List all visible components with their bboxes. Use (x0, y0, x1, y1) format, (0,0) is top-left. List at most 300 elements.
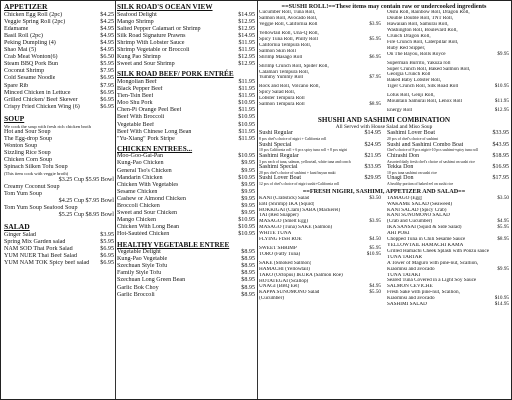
menu-item-name: Family Style Tofu (117, 270, 162, 277)
menu-item (117, 26, 255, 33)
menu-item (4, 136, 114, 143)
menu-item (117, 175, 255, 182)
menu-item (117, 114, 255, 121)
menu-item-name: KANI SUNOMONO SALAD (387, 213, 450, 219)
menu-item-price: $11.95 (238, 135, 255, 142)
menu-item-name: Szechuan Long Green Bean (117, 277, 186, 284)
menu-item-name: AHI POKI (387, 231, 410, 237)
menu-item-price: $9.95 (241, 195, 255, 202)
menu-item (4, 239, 114, 246)
menu-item-price: $3.95 (369, 218, 381, 225)
menu-item (117, 224, 255, 231)
nigiri-section (259, 188, 509, 308)
menu-item (4, 143, 114, 150)
menu-item-name: Grilled Chicken/ Beef Skewer (4, 96, 78, 103)
menu-item-name: TORO (Fatty Tuna) (259, 251, 301, 257)
menu-item-name: Crispy Fried Chicken Wing (6) (4, 103, 80, 110)
menu-item-name: Hot and Sour Soup (4, 128, 51, 135)
menu-item-name: YUM NUER Thai Beef Salad (4, 253, 77, 260)
menu-item-name: Shrimp Crunch Roll, Spider Roll, (259, 63, 329, 69)
menu-item-price: $6.95 (100, 89, 114, 96)
menu-item-description: 12 pcs of chef's choice of nigiri sushi+California roll (259, 181, 340, 186)
menu-column-right (259, 3, 509, 308)
menu-item-name: Spicy Tuna Roll, Philly Roll (259, 37, 318, 43)
menu-item-price: $9.95 (241, 167, 255, 174)
menu-item (117, 136, 255, 143)
menu-item-price: $9.95 (241, 203, 255, 210)
menu-item-price (112, 164, 114, 171)
menu-item (4, 26, 114, 33)
menu-item (117, 122, 255, 129)
menu-item-price: $10.95 (238, 224, 255, 231)
menu-item-name: YUM NAM TOK Spicy beef salad (4, 260, 90, 267)
menu-item-price: $11.95 (238, 47, 255, 54)
menu-item (259, 142, 381, 149)
menu-item-name: Chicken With Long Bean (117, 224, 180, 231)
menu-item-name: Ginger Salad (4, 232, 36, 239)
menu-item-name: Sesame Chicken (117, 188, 158, 195)
menu-item-price (112, 143, 114, 150)
menu-item-price: $4.95 (497, 218, 509, 225)
menu-item (387, 302, 509, 308)
menu-item-name: Fresh Sake with pine-nut, Scallion, (387, 290, 460, 296)
menu-item-name: Minced Chicken in Lettuce (4, 89, 71, 96)
menu-item-name: Spicy Salad Roll, (259, 90, 296, 96)
menu-item (387, 142, 509, 149)
menu-item (387, 175, 509, 182)
menu-item (387, 108, 509, 114)
menu-item-price: $10.95 (238, 217, 255, 224)
menu-item-price: $4.25 (100, 18, 114, 25)
menu-item-name: Steam BBQ Pork Bun (4, 61, 59, 68)
menu-item-price: $4.95 (100, 47, 114, 54)
menu-item (4, 61, 114, 68)
menu-item-name: Chen-Pi Orange Peel Beef (117, 107, 182, 114)
menu-item-name: Creamy Coconut Soup (4, 183, 60, 190)
menu-item-price: $5.50 (369, 289, 381, 296)
menu-item-price: $3.95 (369, 21, 381, 28)
menu-item-name: Georgia Crunch Roll (387, 72, 431, 78)
menu-item-price: $10.95 (238, 114, 255, 121)
menu-item-name: Crunch Dragon Roll, (387, 34, 431, 40)
menu-item-price (112, 184, 114, 191)
menu-item-price: $14.95 (494, 301, 509, 308)
menu-item-description: 20 pcs chef's choice of sashimi + kani buyun maki (259, 170, 336, 175)
menu-item-price: $10.95 (238, 121, 255, 128)
menu-item (4, 253, 114, 260)
menu-item (117, 270, 255, 277)
menu-item-name: Sweet and Sour Shrimp (117, 61, 175, 68)
menu-item-name: Sizzling Rice Soup (4, 150, 51, 157)
menu-item (259, 164, 381, 171)
menu-item-description: 10 pcs California roll + 6 pcs spicy tuna roll + 8 pcs nigiri (259, 148, 348, 153)
menu-item-name: (Cucumber) (259, 296, 285, 302)
section-title: APPETIZER (4, 2, 48, 11)
menu-item (117, 12, 255, 19)
menu-item (4, 83, 114, 90)
menu-item (117, 19, 255, 26)
menu-item-price: $10.95 (238, 153, 255, 160)
menu-item (117, 182, 255, 189)
menu-item-name: Shrimp Vegetable or Broccoli (117, 47, 190, 54)
menu-item-price: $8.95 (497, 236, 509, 243)
menu-item (4, 157, 114, 164)
section-title: SOUP (4, 113, 25, 123)
menu-item (387, 164, 509, 171)
salad-section (4, 223, 114, 267)
menu-item-name: Broccoli Chicken (117, 203, 160, 210)
menu-item-name: Washington Roll, Boulevard Roll, (387, 28, 458, 34)
menu-item-price: $3.50 (369, 194, 381, 201)
menu-item-name: Mandarin Chicken (117, 174, 163, 181)
menu-item-price: $4.95 (369, 283, 381, 290)
menu-item (4, 97, 114, 104)
menu-item-name: Shao Mai (5) (4, 47, 37, 54)
menu-item (4, 260, 114, 267)
menu-item-price: $5.95 (100, 239, 114, 246)
menu-item-price: $11.95 (238, 39, 255, 46)
column-divider (115, 1, 116, 399)
menu-item-price: $12.95 (494, 107, 509, 113)
menu-item-price: $43.95 (492, 141, 509, 148)
menu-item-name: Garlic Bok Choy (117, 284, 159, 291)
menu-item-price: $8.95 (241, 256, 255, 263)
menu-item (4, 150, 114, 157)
menu-item-price: $12.95 (238, 25, 255, 32)
menu-item-name: SALMON CEVICHE (387, 284, 433, 290)
menu-item-name: Beef With Broccoli (117, 114, 165, 121)
menu-item-name: Tom Yum Soup Seafood Soup (4, 205, 78, 212)
menu-item-name: Veggie Spring Roll (2pc) (4, 18, 66, 25)
menu-item (259, 296, 381, 302)
section-title: SILK ROAD BEEF/ PORK ENTRÉE (117, 70, 234, 79)
menu-item (4, 12, 114, 19)
menu-item-name: Yummy Yummy Roll (259, 75, 304, 81)
menu-item-price: $6.95 (369, 53, 381, 60)
menu-item-name: Spinach Silken Tofu Soup (4, 164, 68, 171)
menu-item-name: Baked Baby Lobster Roll, (387, 78, 442, 84)
menu-item-name: Kiaomnsi and avocado (387, 266, 435, 272)
menu-item-name: Superman Burrito, Yakuza roll (387, 60, 451, 66)
menu-item-description: 3 pcs each of tuna, salmon, yellowtail, white tuna and conch (259, 159, 351, 164)
section-title: ==FRESH NIGIRI, SASHIMI, APPETIZER AND SALAD== (302, 188, 466, 196)
menu-item (259, 130, 381, 137)
menu-item-price: $4.50 (369, 236, 381, 243)
menu-item (4, 68, 114, 75)
menu-item-price: $24.95 (364, 141, 381, 148)
menu-item (117, 217, 255, 224)
menu-item-name: Chicken With Vegetables (117, 181, 179, 188)
menu-item-name: Mango Chicken (117, 217, 157, 224)
menu-item-name: Hot-Sautéed Chicken (117, 231, 170, 238)
menu-item (117, 129, 255, 136)
menu-item-description: 8 pcs chef's choice of nigiri + California roll (259, 137, 327, 142)
menu-item-name: Grilled Hamachi Cheek Splash with Ponzu sauce (387, 248, 489, 254)
menu-item-name: KAPPA SUNOMONO Salad (259, 290, 320, 296)
menu-item-name: YELLOWTAIL HAMACHI KAMA (387, 242, 464, 248)
menu-item-name: Peking Dumpling (4) (4, 39, 56, 46)
menu-item (117, 33, 255, 40)
soup-section (4, 115, 114, 220)
menu-item-name: Shrimp With Lobster Sauce (117, 39, 185, 46)
section-note: We cook the soup with fresh rich chicken broth (4, 123, 91, 129)
menu-item-price: $5.95 (497, 224, 509, 231)
menu-item-price: $6.95 (100, 75, 114, 82)
menu-item-price: $8.95 (241, 277, 255, 284)
menu-item (117, 256, 255, 263)
menu-item-name: Sushi Special (259, 141, 292, 148)
menu-item-description: Assorted daily fresh chef's choice of sashimi on sushi rice (387, 159, 475, 164)
menu-item-price: $21.95 (364, 152, 381, 159)
menu-item-name: (Crab and Cucumber) (387, 219, 433, 225)
menu-item-name: Sushi Regular (259, 130, 293, 137)
menu-item (117, 168, 255, 175)
menu-item-price: $8.95 (241, 291, 255, 298)
menu-item-price: $9.95 (241, 181, 255, 188)
menu-item-name: Ruby Red Slipper, (387, 45, 426, 51)
menu-item-price: $11.95 (494, 98, 509, 105)
menu-item-name: General Tso's Chicken (117, 167, 172, 174)
menu-item-name: IKA SANSAI (Squid & Side Salad) (387, 225, 462, 231)
menu-item-name: HOKKIGAI (Clam) SABA (Mackerel) (259, 207, 341, 213)
menu-item-name: UNAGI (BBQ Eel) (259, 284, 300, 290)
menu-item (117, 231, 255, 238)
menu-item-price: $17.95 (492, 175, 509, 182)
menu-item-name: Chopped Tuna in Chili Sesame Sauce (387, 237, 466, 243)
menu-item-name: TAMAGO (Egg) (387, 195, 423, 201)
menu-item-name: Chicken Egg Roll (2pc) (4, 11, 63, 18)
menu-item-name: Mongolian Beef (117, 78, 157, 85)
menu-item-name: Fire Crunch Roll, Caterpillar Roll, (387, 39, 459, 45)
menu-item-name: Unagi Don (387, 175, 414, 182)
menu-item-price: $11.95 (238, 128, 255, 135)
menu-item-name: Beef With Chinese Long Bean (117, 128, 192, 135)
menu-item-name: Sashimi Special (259, 163, 298, 170)
menu-column-left (4, 3, 114, 268)
column-divider (257, 1, 258, 399)
menu-item-name: Sushi and Sashimi Combo Boat (387, 141, 464, 148)
price-line: $3.25 Cup $5.95 Bowl (58, 176, 114, 183)
menu-item-name: KANI SALAD (Spicy Crab) (387, 207, 447, 213)
menu-item-name: Moo-Goo-Gai-Pan (117, 153, 164, 160)
menu-item-name: SAKE (Smoked Salmon) (259, 260, 312, 266)
menu-item (4, 104, 114, 111)
menu-item-name: Hawaiian Roll, Samurai Roll, (387, 22, 449, 28)
menu-item-price: $3.50 (497, 194, 509, 201)
price-line: $5.25 Cup $8.95 Bowl (58, 212, 114, 219)
menu-item (117, 61, 255, 68)
menu-item (4, 246, 114, 253)
menu-item-price: $14.95 (238, 32, 255, 39)
menu-item (259, 175, 381, 182)
menu-item-name: Mango Shrimp (117, 18, 154, 25)
menu-item-name: Silk Road Signature Prawns (117, 32, 186, 39)
menu-item-name: WAKAME SALAD (Seaweed) (387, 201, 453, 207)
menu-item-price: $11.95 (238, 86, 255, 93)
menu-item-name: Seared Tuna Covered in a Light Soy Sauce (387, 278, 477, 284)
menu-item-name: HAMACHI (Yellowtail) (259, 266, 310, 272)
sushi-roll-section (259, 3, 509, 114)
menu-item-name: Salmon Roll, Avocado Roll, (259, 16, 318, 22)
menu-item-name: Mountain Samurai Roll, Lenox Roll (387, 99, 463, 105)
menu-item-name: Tiger Crunch Roll, Silk Road Roll (387, 84, 459, 90)
menu-item (4, 164, 114, 171)
menu-item-name: The Egg-drop Soup (4, 136, 53, 142)
menu-item-name: SWEET SHRIMP (259, 245, 297, 251)
menu-item-name: Tekka Don (387, 163, 414, 170)
appetizer-section (4, 3, 114, 111)
menu-item-name: Sweet and Sour Chicken (117, 210, 178, 217)
section-note: (This item cook with veggie broth) (4, 171, 69, 177)
menu-item (117, 40, 255, 47)
menu-item-price: $6.50 (100, 54, 114, 61)
menu-item (117, 153, 255, 160)
section-title: SHUSHI AND SASHIMI COMBINATION (317, 115, 451, 124)
menu-item-name: Kiaomnsi and avocado (387, 296, 435, 302)
menu-item-price (379, 296, 381, 302)
menu-item-price: $11.95 (238, 93, 255, 100)
menu-item (117, 210, 255, 217)
menu-item-price: $5.95 (369, 244, 381, 251)
menu-item-name: Shrimp Masago Roll (259, 54, 303, 60)
menu-item-price: $10.95 (238, 231, 255, 238)
menu-item (4, 232, 114, 239)
menu-item-name: Basil Roll (2pc) (4, 32, 43, 39)
menu-item (117, 86, 255, 93)
menu-item (117, 249, 255, 256)
section-title: HEALTHY VEGETABLE ENTREE (117, 240, 230, 249)
ocean-view-section (117, 3, 255, 68)
menu-item-name: On The Bayou, Rolls Royce (387, 51, 446, 57)
menu-item-name: Cashew or Almond Chicken (117, 195, 186, 202)
menu-item-price: $11.95 (238, 78, 255, 85)
menu-item-name: Moo Shu Pork (117, 100, 153, 107)
menu-item-name: HOTATEGAI (Scallop) (259, 278, 309, 284)
menu-item-name: Wonton Soup (4, 143, 38, 150)
price-line: $4.25 Cup $7.95 Bowl (58, 198, 114, 205)
menu-item-name: California Tempura Roll, (259, 42, 312, 48)
menu-item-name: Black Pepper Beef (117, 86, 163, 93)
menu-item-price: $5.95 (100, 61, 114, 68)
menu-item-name: Sashimi Regular (259, 152, 299, 159)
menu-item-name: Double Double Roll, TNT Roll, (387, 16, 454, 22)
menu-item-price: $33.95 (364, 163, 381, 170)
menu-item (4, 184, 114, 191)
menu-item (117, 160, 255, 167)
menu-item-name: Sashimi Lover Boat (387, 130, 435, 137)
menu-item-name: EBI (Shrimp) IKA (Squid) (259, 201, 315, 207)
menu-item-price: $18.95 (492, 152, 509, 159)
menu-item (4, 129, 114, 136)
menu-item-description: Chef's choice of 8 pcs nigiri+10 pcs sashimi+spicy tuna roll (387, 148, 478, 153)
menu-item (259, 102, 381, 108)
menu-item-price: $3.95 (100, 232, 114, 239)
menu-item-price: $6.95 (100, 253, 114, 260)
menu-item (387, 130, 509, 137)
menu-item-name: Kung-Pao Vegetable (117, 256, 168, 263)
menu-item-name: "Yu-Xiang" Pork Stripe (117, 135, 175, 142)
menu-item-price: $4.95 (100, 39, 114, 46)
menu-item-name: MASAGO (Smelt Egg) (259, 219, 308, 225)
menu-item-name: KANI (Crabstick) Salad (259, 195, 310, 201)
menu-item-name: Veggie Roll, California Roll (259, 22, 318, 28)
menu-item-name: MASAGO (Tuna) SAKE (Salmon) (259, 225, 333, 231)
menu-item-price: $29.95 (364, 175, 381, 182)
menu-item-price: $5.95 (369, 36, 381, 43)
menu-item-price (112, 157, 114, 164)
menu-item-name: Cold Sesame Noodle (4, 75, 56, 82)
menu-item (117, 203, 255, 210)
menu-item-name: NAM SOD Thai Pork Salad (4, 246, 73, 253)
menu-item-name: TUNA TARTAR (387, 254, 422, 260)
menu-item-price: $12.95 (238, 18, 255, 25)
menu-item (259, 153, 381, 160)
menu-item-price: $6.95 (100, 246, 114, 253)
menu-item-price: $4.95 (100, 25, 114, 32)
menu-item-name: Cucumber Roll, Tuna Roll, (259, 10, 316, 16)
menu-item-name: Super Crunch Roll, Baked Salmon Roll, (387, 66, 471, 72)
menu-item-price: $10.95 (494, 295, 509, 302)
menu-item-name: Salted Pepper Calamari or Shrimp (117, 25, 201, 32)
menu-item (4, 75, 114, 82)
menu-column-middle (117, 3, 255, 299)
menu-item-price: $9.95 (241, 160, 255, 167)
menu-item-price: $10.95 (238, 174, 255, 181)
menu-item (4, 33, 114, 40)
beef-pork-section (117, 70, 255, 142)
menu-item-price: $9.95 (241, 188, 255, 195)
menu-item-name: Vegetable Beef (117, 121, 155, 128)
menu-item (117, 263, 255, 270)
menu-item-price: $9.95 (241, 210, 255, 217)
menu-item-price: $7.95 (369, 74, 381, 81)
combination-section (259, 116, 509, 186)
menu-item-name: Oishi Roll, Rainbow Roll, Dragon Roll, (387, 10, 470, 16)
menu-item-name: Szechuan Style Tofu (117, 263, 168, 270)
menu-item-name: Tien-Tsin Beef (117, 93, 154, 100)
menu-item-name: Garlic Broccoli (117, 291, 155, 298)
menu-item (117, 79, 255, 86)
menu-item (4, 47, 114, 54)
menu-item-price: $8.95 (241, 270, 255, 277)
menu-item (117, 54, 255, 61)
menu-item-name: Calamari Tempura Roll, (259, 69, 310, 75)
menu-item-price (112, 150, 114, 157)
menu-item (4, 40, 114, 47)
menu-item-name: Chirashi Don (387, 152, 420, 159)
menu-item (117, 100, 255, 107)
menu-item-name: Sushi Lover Boat (259, 175, 301, 182)
menu-item-price: $6.95 (100, 103, 114, 110)
menu-item-name: Kung Pao Shrimp (117, 54, 161, 61)
menu-item-name: TUNA TATAKI (387, 272, 421, 278)
menu-item (4, 19, 114, 26)
menu-item-name: Lotus Roll, Genji Roll, (387, 93, 435, 99)
menu-item-name: Salmon Tempura Roll (259, 102, 305, 108)
menu-item-description: 10 pcs tuna sashimi on sushi rice (387, 170, 437, 175)
menu-item (387, 153, 509, 160)
menu-item-name: WHITE TUNA (259, 231, 292, 237)
menu-item (4, 90, 114, 97)
menu-item-name: Salmon Skin Roll (259, 48, 296, 54)
menu-item-price: $33.95 (492, 130, 509, 137)
menu-item (117, 285, 255, 292)
menu-item-name: TAI (Red Snapper) (259, 213, 299, 219)
menu-item-name: FLYING FISH ROE (259, 237, 302, 243)
menu-item (117, 47, 255, 54)
menu-item-name: Chicken Corn Soup (4, 157, 53, 164)
menu-item-price: $6.95 (100, 260, 114, 267)
